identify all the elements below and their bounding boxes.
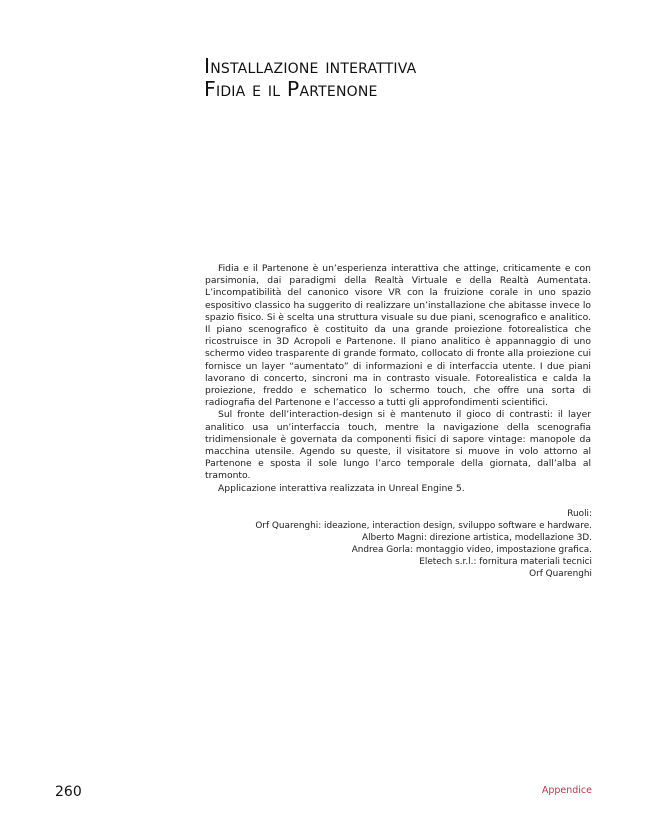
body-text: [205, 263, 591, 495]
credits-line: Alberto Magni: direzione artistica, modellazione 3D.: [362, 533, 592, 543]
page-title: [204, 55, 416, 101]
credits-block: [255, 508, 592, 580]
credits-line: Eletech s.r.l.: fornitura materiali tecnici: [419, 557, 592, 567]
body-paragraph-3: Applicazione interattiva realizzata in Unreal Engine 5.: [218, 482, 465, 494]
credits-line: Andrea Gorla: montaggio video, impostazione grafica.: [351, 545, 592, 555]
body-paragraph-2: Sul fronte dell’interaction-design si è mantenuto il gioco di contrasti: il layer analitico usa un’interfaccia touch, mentre la navigazione della scenografia tridimensionale è governata da componenti fisici di sapore vintage: manopole da macchina utensile. Agendo su queste, il visitatore si muove in volo attorno al Partenone e sposta il sole lungo l’arco temporale della giornata, dall’alba al tramonto.: [205, 409, 591, 482]
section-label: Appendice: [541, 785, 592, 796]
page-number: 260: [55, 784, 82, 800]
credits-line: Orf Quarenghi: ideazione, interaction design, sviluppo software e hardware.: [255, 521, 592, 531]
credits-line: Orf Quarenghi: [529, 569, 592, 579]
body-paragraph-1: Fidia e il Partenone è un’esperienza interattiva che attinge, criticamente e con parsimonia, dai paradigmi della Realtà Virtuale e della Realtà Aumentata. L’incompatibilità del canonico visore VR con la fruizione corale in uno spazio espositivo classico ha suggerito di realizzare un’installazione che abitasse invece lo spazio fisico. Si è scelta una struttura visuale su due piani, scenografico e analitico. Il piano scenografico è costituito da una grande proiezione fotorealistica che ricostruisce in 3D Acropoli e Partenone. Il piano analitico è appannaggio di uno schermo video trasparente di grande formato, collocato di fronte alla proiezione cui fornisce un layer “aumentato” di informazioni e di interfaccia utente. I due piani lavorano di concerto, sincroni ma in contrasto visuale. Fotorealistica e calda la proiezione, freddo e schematico lo schermo touch, che offre una sorta di radiografia del Partenone e l’accesso a tutti gli approfondimenti scientifici.: [205, 263, 591, 409]
credits-heading: Ruoli:: [567, 509, 592, 519]
title-line-1: Installazione interattiva: [204, 54, 417, 78]
title-line-2: Fidia e il Partenone: [204, 77, 378, 101]
